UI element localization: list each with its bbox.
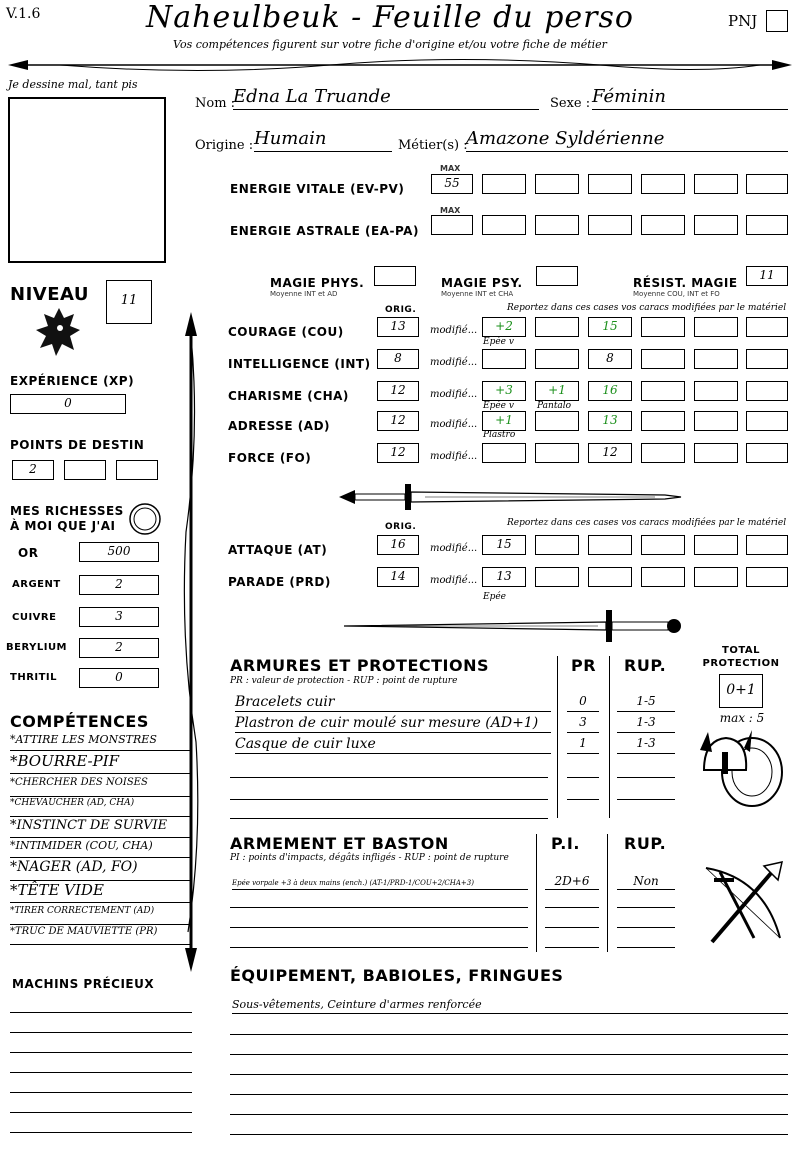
- magie-phys-label: MAGIE PHYS.: [270, 276, 365, 290]
- stat-mod-note: Epée v: [483, 401, 514, 411]
- niveau-box[interactable]: 11: [106, 280, 152, 324]
- ea-label: ENERGIE ASTRALE (EA-PA): [230, 224, 419, 238]
- armure-name[interactable]: Casque de cuir luxe: [235, 736, 551, 754]
- equipement-line[interactable]: Sous-vêtements, Ceinture d'armes renforcée: [232, 998, 788, 1014]
- sexe-label: Sexe :: [550, 96, 591, 111]
- attaque-orig-box[interactable]: 16: [377, 535, 419, 555]
- ev-max-label: MAX: [440, 164, 461, 173]
- stat-label-ad: ADRESSE (AD): [228, 419, 331, 433]
- stat-mod-fo-3[interactable]: 12: [588, 443, 632, 463]
- stat-mod-cha-6[interactable]: [746, 381, 788, 401]
- stat-mod-ad-2[interactable]: [535, 411, 579, 431]
- metier-field[interactable]: Amazone Syldérienne: [466, 128, 788, 152]
- carac-orig-label: ORIG.: [385, 305, 417, 315]
- equipement-line[interactable]: [230, 1134, 788, 1135]
- arme-name[interactable]: Epée vorpale +3 à deux mains (ench.) (AT-1/PRD-1/COU+2/CHA+3): [232, 874, 528, 890]
- stat-label-cou: COURAGE (COU): [228, 325, 344, 339]
- attaque-box-3[interactable]: [588, 535, 632, 555]
- armure-name[interactable]: [230, 760, 548, 778]
- armure-pr[interactable]: 0: [567, 694, 599, 712]
- armure-pr[interactable]: [567, 782, 599, 800]
- armure-pr[interactable]: 1: [567, 736, 599, 754]
- armure-name[interactable]: Bracelets cuir: [235, 694, 551, 712]
- stat-label-fo: FORCE (FO): [228, 451, 312, 465]
- ev-box-2[interactable]: [535, 174, 579, 194]
- stat-mod-fo-5[interactable]: [694, 443, 738, 463]
- stat-label-cha: CHARISME (CHA): [228, 389, 349, 403]
- stat-orig-int[interactable]: 8: [377, 349, 419, 369]
- arme-pi[interactable]: [545, 894, 599, 908]
- stat-modif-label: modifié...: [430, 451, 478, 462]
- equipement-line[interactable]: [230, 1114, 788, 1115]
- wealth-or-label: OR: [18, 546, 39, 560]
- equipement-line[interactable]: [230, 1034, 788, 1035]
- wealth-argent-box[interactable]: 2: [79, 575, 159, 595]
- stat-mod-ad-4[interactable]: [641, 411, 685, 431]
- competence-item: *TÊTE VIDE: [10, 881, 192, 903]
- armure-pr[interactable]: 3: [567, 715, 599, 733]
- combat-orig-label: ORIG.: [385, 522, 417, 532]
- magie-phys-sub: Moyenne INT et AD: [270, 290, 338, 298]
- stat-mod-int-1[interactable]: [482, 349, 526, 369]
- stat-mod-cou-6[interactable]: [746, 317, 788, 337]
- magie-phys-box[interactable]: [374, 266, 416, 286]
- stat-orig-cha[interactable]: 12: [377, 381, 419, 401]
- equipement-line[interactable]: [230, 1074, 788, 1075]
- armure-pr[interactable]: [567, 760, 599, 778]
- pnj-label: PNJ: [728, 12, 758, 30]
- arme-rup[interactable]: [617, 934, 675, 948]
- ev-box-4[interactable]: [641, 174, 685, 194]
- competences-title: COMPÉTENCES: [10, 712, 149, 731]
- arme-pi[interactable]: [545, 914, 599, 928]
- stat-mod-int-3[interactable]: 8: [588, 349, 632, 369]
- wealth-thritil-box[interactable]: 0: [79, 668, 159, 688]
- destin-box-3[interactable]: [116, 460, 158, 480]
- machins-line[interactable]: [10, 1012, 192, 1013]
- arme-rup[interactable]: Non: [617, 874, 675, 890]
- wealth-berylium-box[interactable]: 2: [79, 638, 159, 658]
- attaque-box-4[interactable]: [641, 535, 685, 555]
- stat-mod-cha-4[interactable]: [641, 381, 685, 401]
- portrait-frame[interactable]: [8, 97, 166, 263]
- dragon-icon: [34, 304, 84, 360]
- equipement-title: ÉQUIPEMENT, BABIOLES, FRINGUES: [230, 966, 564, 985]
- helmet-shield-icon: [694, 726, 790, 810]
- ev-box-3[interactable]: [588, 174, 632, 194]
- metier-label: Métier(s) :: [398, 138, 468, 153]
- stat-mod-cou-2[interactable]: [535, 317, 579, 337]
- attaque-box-2[interactable]: [535, 535, 579, 555]
- stat-mod-fo-6[interactable]: [746, 443, 788, 463]
- machins-line[interactable]: [10, 1132, 192, 1133]
- stat-mod-fo-2[interactable]: [535, 443, 579, 463]
- page-title: Naheulbeuk - Feuille du perso: [146, 0, 634, 35]
- ev-label: ENERGIE VITALE (EV-PV): [230, 182, 405, 196]
- stat-mod-fo-4[interactable]: [641, 443, 685, 463]
- sword-icon: [340, 608, 685, 644]
- machins-precieux-title: MACHINS PRÉCIEUX: [12, 977, 155, 991]
- magie-psy-box[interactable]: [536, 266, 578, 286]
- xp-label: EXPÉRIENCE (XP): [10, 374, 135, 388]
- parade-box-1[interactable]: 13: [482, 567, 526, 587]
- stat-mod-int-6[interactable]: [746, 349, 788, 369]
- competence-item: *INSTINCT DE SURVIE: [10, 818, 192, 838]
- armures-title: ARMURES ET PROTECTIONS: [230, 656, 489, 675]
- armures-rup-header: RUP.: [624, 656, 667, 675]
- origine-label: Origine :: [195, 138, 254, 153]
- resist-magie-sub: Moyenne COU, INT et FO: [633, 290, 720, 298]
- stat-mod-cou-4[interactable]: [641, 317, 685, 337]
- ea-box-3[interactable]: [588, 215, 632, 235]
- destin-box-2[interactable]: [64, 460, 106, 480]
- armure-rup[interactable]: [617, 760, 675, 778]
- armures-note: PR : valeur de protection - RUP : point de rupture: [230, 676, 458, 686]
- ea-box-1[interactable]: [482, 215, 526, 235]
- magie-psy-label: MAGIE PSY.: [441, 276, 523, 290]
- parade-note: Epée: [483, 592, 506, 602]
- stat-mod-ad-3[interactable]: 13: [588, 411, 632, 431]
- armement-title: ARMEMENT ET BASTON: [230, 834, 449, 853]
- armure-rup[interactable]: 1-3: [617, 736, 675, 754]
- armure-line[interactable]: [230, 818, 548, 819]
- arme-name[interactable]: [230, 894, 528, 908]
- competence-item: *CHERCHER DES NOISES: [10, 777, 192, 797]
- machins-line[interactable]: [10, 1072, 192, 1073]
- wealth-argent-label: ARGENT: [12, 579, 61, 590]
- richesses-label-2: À MOI QUE J'AI: [10, 519, 116, 533]
- protection-max-note: max : 5: [719, 711, 765, 725]
- xp-box[interactable]: 0: [10, 394, 126, 414]
- wealth-thritil-label: THRITIL: [10, 672, 58, 683]
- armure-name[interactable]: [230, 782, 548, 800]
- stat-modif-label: modifié...: [430, 389, 478, 400]
- machins-line[interactable]: [10, 1032, 192, 1033]
- armement-rup-header: RUP.: [624, 834, 667, 853]
- resist-magie-box[interactable]: 11: [746, 266, 788, 286]
- competence-item: *NAGER (AD, FO): [10, 859, 192, 881]
- stat-orig-cou[interactable]: 13: [377, 317, 419, 337]
- ea-box-6[interactable]: [746, 215, 788, 235]
- equipement-line[interactable]: [230, 1054, 788, 1055]
- origine-field[interactable]: Humain: [254, 128, 392, 152]
- arme-pi[interactable]: [545, 934, 599, 948]
- parade-box-6[interactable]: [746, 567, 788, 587]
- competence-item: *CHEVAUCHER (AD, CHA): [10, 798, 192, 817]
- parade-orig-box[interactable]: 14: [377, 567, 419, 587]
- ea-box-4[interactable]: [641, 215, 685, 235]
- competence-item: *TRUC DE MAUVIETTE (PR): [10, 926, 192, 945]
- arme-rup[interactable]: [617, 894, 675, 908]
- ea-max-box[interactable]: [431, 215, 473, 235]
- ea-max-label: MAX: [440, 206, 461, 215]
- armure-rup[interactable]: 1-5: [617, 694, 675, 712]
- nom-label: Nom :: [195, 96, 236, 111]
- armure-rup[interactable]: 1-3: [617, 715, 675, 733]
- stat-mod-ad-1[interactable]: +1: [482, 411, 526, 431]
- stat-modif-label: modifié...: [430, 419, 478, 430]
- wealth-cuivre-label: CUIVRE: [12, 612, 57, 623]
- arme-pi[interactable]: 2D+6: [545, 874, 599, 890]
- stat-mod-cha-3[interactable]: 16: [588, 381, 632, 401]
- stat-mod-note: Plastro: [483, 430, 516, 440]
- armure-rup[interactable]: [617, 782, 675, 800]
- armement-note: PI : points d'impacts, dégâts infligés - RUP : point de rupture: [230, 853, 509, 863]
- stat-modif-label: modifié...: [430, 325, 478, 336]
- ev-max-box[interactable]: 55: [431, 174, 473, 194]
- parade-box-2[interactable]: [535, 567, 579, 587]
- stat-label-int: INTELLIGENCE (INT): [228, 357, 371, 371]
- resist-magie-label: RÉSIST. MAGIE: [633, 276, 738, 290]
- ev-box-6[interactable]: [746, 174, 788, 194]
- total-protection-label-2: PROTECTION: [702, 658, 780, 669]
- portrait-caption: Je dessine mal, tant pis: [8, 78, 138, 91]
- machins-line[interactable]: [10, 1112, 192, 1113]
- attaque-box-6[interactable]: [746, 535, 788, 555]
- attaque-box-1[interactable]: 15: [482, 535, 526, 555]
- combat-report-note: Reportez dans ces cases vos caracs modifiées par le matériel: [507, 518, 787, 528]
- arme-name[interactable]: [230, 934, 528, 948]
- armement-pi-header: P.I.: [551, 834, 580, 853]
- competence-item: *INTIMIDER (COU, CHA): [10, 839, 192, 858]
- stat-mod-ad-5[interactable]: [694, 411, 738, 431]
- stat-modif-label: modifié...: [430, 543, 478, 554]
- ev-box-5[interactable]: [694, 174, 738, 194]
- crossed-weapons-icon: [692, 858, 790, 952]
- sword-icon: [335, 480, 685, 514]
- machins-line[interactable]: [10, 1092, 192, 1093]
- stat-mod-ad-6[interactable]: [746, 411, 788, 431]
- stat-mod-note: Pantalo: [537, 401, 572, 411]
- stat-mod-fo-1[interactable]: [482, 443, 526, 463]
- machins-line[interactable]: [10, 1052, 192, 1053]
- version-label: V.1.6: [6, 6, 41, 22]
- arme-rup[interactable]: [617, 914, 675, 928]
- stat-orig-fo[interactable]: 12: [377, 443, 419, 463]
- armures-divider: [557, 656, 558, 818]
- arme-name[interactable]: [230, 914, 528, 928]
- ev-box-1[interactable]: [482, 174, 526, 194]
- nom-field[interactable]: Edna La Truande: [233, 86, 539, 110]
- attaque-label: ATTAQUE (AT): [228, 543, 328, 557]
- stat-mod-cou-5[interactable]: [694, 317, 738, 337]
- competence-item: *TIRER CORRECTEMENT (AD): [10, 906, 192, 925]
- total-protection-box[interactable]: 0+1: [719, 674, 763, 708]
- stat-mod-int-4[interactable]: [641, 349, 685, 369]
- stat-mod-int-5[interactable]: [694, 349, 738, 369]
- stat-mod-cou-1[interactable]: +2: [482, 317, 526, 337]
- wealth-berylium-label: BERYLIUM: [6, 642, 68, 653]
- stat-modif-label: modifié...: [430, 357, 478, 368]
- parade-label: PARADE (PRD): [228, 575, 331, 589]
- armure-name[interactable]: Plastron de cuir moulé sur mesure (AD+1): [235, 715, 551, 733]
- destin-box-1[interactable]: 2: [12, 460, 54, 480]
- ea-box-2[interactable]: [535, 215, 579, 235]
- stat-mod-cha-1[interactable]: +3: [482, 381, 526, 401]
- parade-box-5[interactable]: [694, 567, 738, 587]
- parade-box-4[interactable]: [641, 567, 685, 587]
- stat-mod-cha-5[interactable]: [694, 381, 738, 401]
- stat-mod-cou-3[interactable]: 15: [588, 317, 632, 337]
- wealth-or-box[interactable]: 500: [79, 542, 159, 562]
- stat-modif-label: modifié...: [430, 575, 478, 586]
- stat-mod-note: Epée v: [483, 337, 514, 347]
- armures-divider: [609, 656, 610, 818]
- coin-icon: [128, 502, 162, 536]
- wealth-cuivre-box[interactable]: 3: [79, 607, 159, 627]
- stat-orig-ad[interactable]: 12: [377, 411, 419, 431]
- armures-pr-header: PR: [571, 656, 597, 675]
- competence-item: *BOURRE-PIF: [10, 752, 192, 774]
- stat-mod-int-2[interactable]: [535, 349, 579, 369]
- sexe-field[interactable]: Féminin: [592, 86, 788, 110]
- page-subtitle: Vos compétences figurent sur votre fiche d'origine et/ou votre fiche de métier: [173, 38, 607, 51]
- armement-divider: [536, 834, 537, 952]
- destin-label: POINTS DE DESTIN: [10, 438, 145, 452]
- armement-divider: [607, 834, 608, 952]
- ea-box-5[interactable]: [694, 215, 738, 235]
- title-spear-ornament: [0, 52, 800, 78]
- attaque-box-5[interactable]: [694, 535, 738, 555]
- equipement-line[interactable]: [230, 1094, 788, 1095]
- total-protection-label-1: TOTAL: [722, 645, 760, 656]
- richesses-label-1: MES RICHESSES: [10, 504, 124, 518]
- magie-psy-sub: Moyenne INT et CHA: [441, 290, 514, 298]
- carac-report-note: Reportez dans ces cases vos caracs modifiées par le matériel: [507, 303, 787, 313]
- parade-box-3[interactable]: [588, 567, 632, 587]
- pnj-checkbox[interactable]: [766, 10, 788, 32]
- niveau-label: NIVEAU: [10, 284, 89, 305]
- stat-mod-cha-2[interactable]: +1: [535, 381, 579, 401]
- competence-item: *ATTIRE LES MONSTRES: [10, 733, 192, 751]
